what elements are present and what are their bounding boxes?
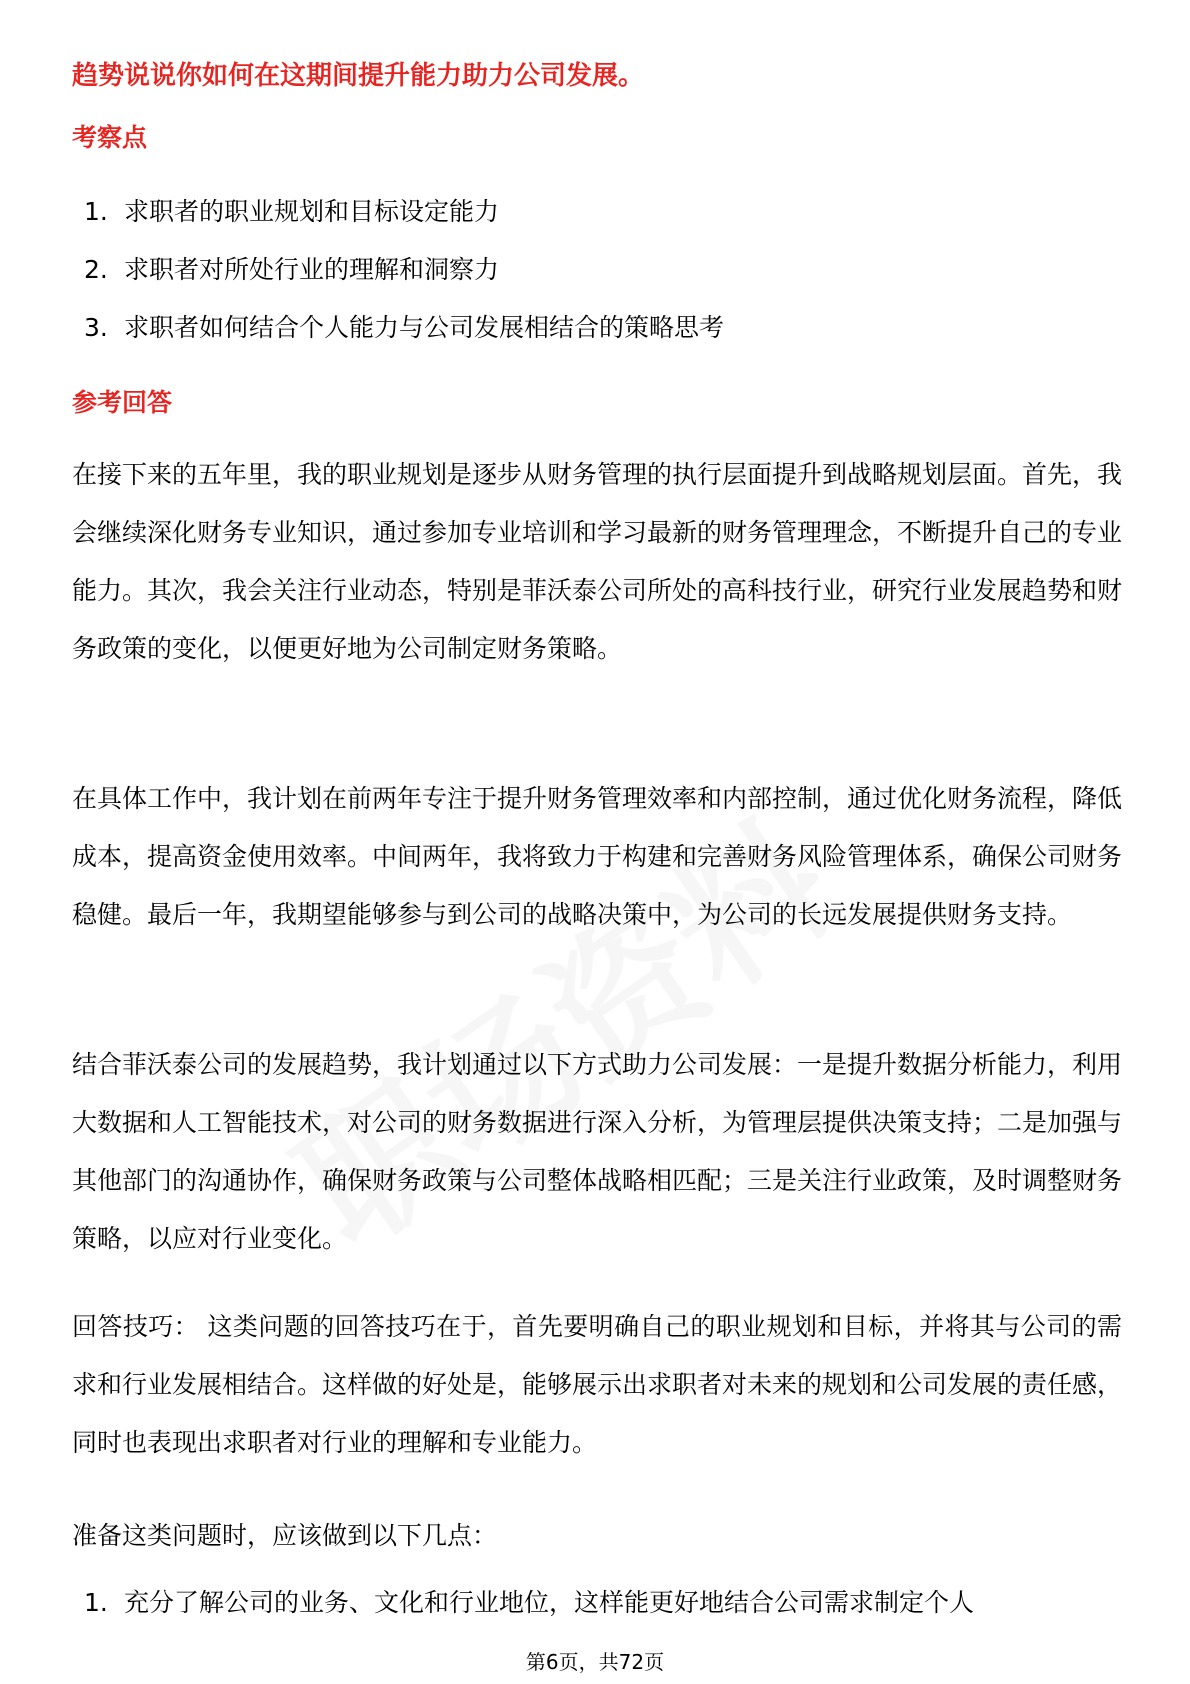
list-item-text: 求职者如何结合个人能力与公司发展相结合的策略思考 [124, 313, 725, 342]
list-item [84, 1574, 1114, 1632]
answer-paragraph: 结合菲沃泰公司的发展趋势，我计划通过以下方式助力公司发展：一是提升数据分析能力，利用大数据和人工智能技术，对公司的财务数据进行深入分析，为管理层提供决策支持；二是加强与其他部门的沟通协作，确保财务政策与公司整体战略相匹配；三是关注行业政策，及时调整财务策略，以应对行业变化。 [72, 1050, 1123, 1253]
question-title: 趋势说说你如何在这期间提升能力助力公司发展。 [72, 61, 645, 91]
check-points-list [84, 183, 1114, 357]
list-item [84, 299, 1114, 357]
list-item-text: 充分了解公司的业务、文化和行业地位，这样能更好地结合公司需求制定个人 [124, 1588, 975, 1617]
page-number-footer: 第6页，共72页 [525, 1650, 665, 1674]
answer-paragraph: 在具体工作中，我计划在前两年专注于提升财务管理效率和内部控制，通过优化财务流程，降低成本，提高资金使用效率。中间两年，我将致力于构建和完善财务风险管理体系，确保公司财务稳健。最后一年，我期望能够参与到公司的战略决策中，为公司的长远发展提供财务支持。 [72, 784, 1123, 929]
list-item-text: 求职者对所处行业的理解和洞察力 [124, 255, 500, 284]
answer-tips-paragraph: 回答技巧： 这类问题的回答技巧在于，首先要明确自己的职业规划和目标，并将其与公司的需求和行业发展相结合。这样做的好处是，能够展示出求职者对未来的规划和公司发展的责任感，同时也表现出求职者对行业的理解和专业能力。 [72, 1312, 1123, 1457]
list-item [84, 241, 1114, 299]
list-item-text: 求职者的职业规划和目标设定能力 [124, 197, 500, 226]
section-heading-check-points: 考察点 [72, 123, 148, 152]
preparation-list [84, 1574, 1114, 1632]
section-heading-reference-answer: 参考回答 [72, 388, 173, 417]
preparation-intro: 准备这类问题时，应该做到以下几点： [72, 1521, 498, 1550]
list-item [84, 183, 1114, 241]
list-item-number: 1. [84, 197, 108, 226]
list-item-number: 2. [84, 255, 108, 284]
list-item-number: 3. [84, 313, 108, 342]
list-item-number: 1. [84, 1588, 108, 1617]
answer-paragraph: 在接下来的五年里，我的职业规划是逐步从财务管理的执行层面提升到战略规划层面。首先，我会继续深化财务专业知识，通过参加专业培训和学习最新的财务管理理念，不断提升自己的专业能力。其次，我会关注行业动态，特别是菲沃泰公司所处的高科技行业，研究行业发展趋势和财务政策的变化，以便更好地为公司制定财务策略。 [72, 460, 1123, 663]
